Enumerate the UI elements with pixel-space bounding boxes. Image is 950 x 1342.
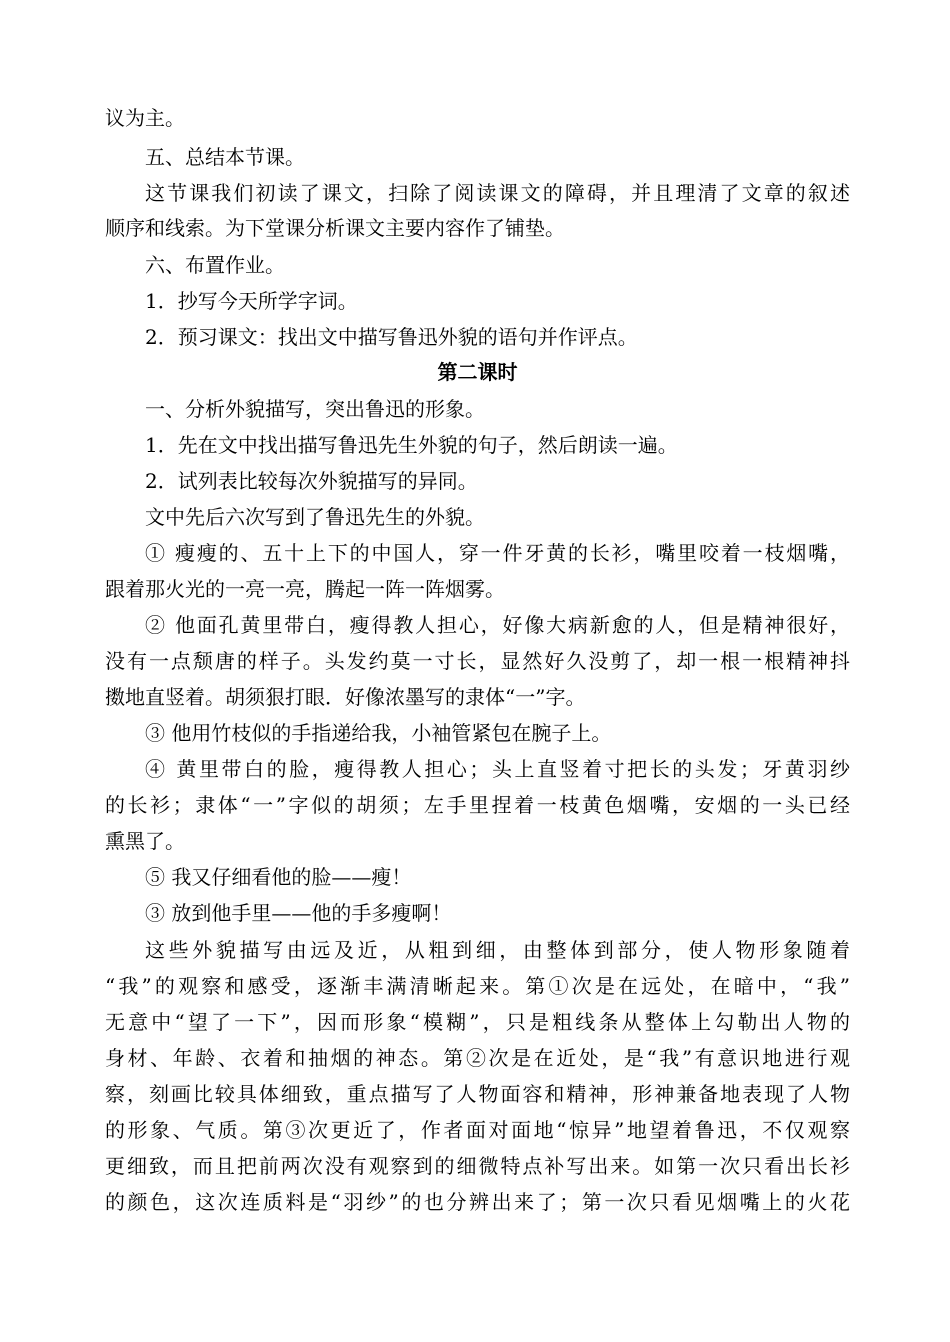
quote-5: ⑤ 我又仔细看他的脸——瘦！	[145, 865, 412, 889]
homework-item-1: 1．抄写今天所学字词。	[145, 289, 358, 313]
text-line: 身材、年龄、衣着和抽烟的神态。第②次是在近处，是“我”有意识地进行观	[105, 1046, 850, 1070]
step-1: 1．先在文中找出描写鲁迅先生外貌的句子，然后朗读一遍。	[145, 433, 678, 457]
text-line: 的形象、气质。第③次更近了，作者面对面地“惊异”地望着鲁迅，不仅观察	[105, 1118, 850, 1142]
text-line: 无意中“望了一下”，因而形象“模糊”，只是粗线条从整体上勾勒出人物的	[105, 1010, 850, 1034]
homework-item-2: 2．预习课文：找出文中描写鲁迅外貌的语句并作评点。	[145, 325, 638, 349]
text-line: 熏黑了。	[105, 829, 185, 853]
text-line: 擞地直竖着。胡须狠打眼．好像浓墨写的隶体“一”字。	[105, 685, 586, 709]
quote-3: ③ 他用竹枝似的手指递给我，小袖管紧包在腕子上。	[145, 721, 612, 745]
text-line: 跟着那火光的一亮一亮，腾起一阵一阵烟雾。	[105, 577, 505, 601]
text-line: 更细致，而且把前两次没有观察到的细微特点补写出来。如第一次只看出长衫	[105, 1154, 850, 1178]
quote-6: ③ 放到他手里——他的手多瘦啊！	[145, 901, 452, 925]
quote-2: ② 他面孔黄里带白，瘦得教人担心，好像大病新愈的人，但是精神很好，	[145, 613, 850, 637]
quote-4: ④ 黄里带白的脸，瘦得教人担心；头上直竖着寸把长的头发；牙黄羽纱	[145, 757, 850, 781]
section-five-title: 五、总结本节课。	[145, 145, 305, 169]
text-line: 议为主。	[105, 106, 185, 130]
text-line: 的颜色，这次连质料是“羽纱”的也分辨出来了；第一次只看见烟嘴上的火花	[105, 1190, 850, 1214]
text-line: 这节课我们初读了课文，扫除了阅读课文的障碍，并且理清了文章的叙述	[145, 181, 850, 205]
text-line: 顺序和线索。为下堂课分析课文主要内容作了铺垫。	[105, 216, 565, 240]
step-2: 2．试列表比较每次外貌描写的异同。	[145, 469, 478, 493]
text-line: 没有一点颓唐的样子。头发约莫一寸长，显然好久没剪了，却一根一根精神抖	[105, 649, 850, 673]
text-line: 察，刻画比较具体细致，重点描写了人物面容和精神，形神兼备地表现了人物	[105, 1082, 850, 1106]
lesson-heading: 第二课时	[437, 360, 518, 384]
part-one-title: 一、分析外貌描写，突出鲁迅的形象。	[145, 397, 485, 421]
text-line: 的长衫；隶体“一”字似的胡须；左手里捏着一枝黄色烟嘴，安烟的一头已经	[105, 793, 850, 817]
quote-1: ① 瘦瘦的、五十上下的中国人，穿一件牙黄的长衫，嘴里咬着一枝烟嘴，	[145, 541, 850, 565]
text-line: “我”的观察和感受，逐渐丰满清晰起来。第①次是在远处，在暗中，“我”	[105, 974, 850, 998]
text-line: 文中先后六次写到了鲁迅先生的外貌。	[145, 505, 485, 529]
analysis-paragraph: 这些外貌描写由远及近，从粗到细，由整体到部分，使人物形象随着	[145, 938, 850, 962]
section-six-title: 六、布置作业。	[145, 253, 285, 277]
